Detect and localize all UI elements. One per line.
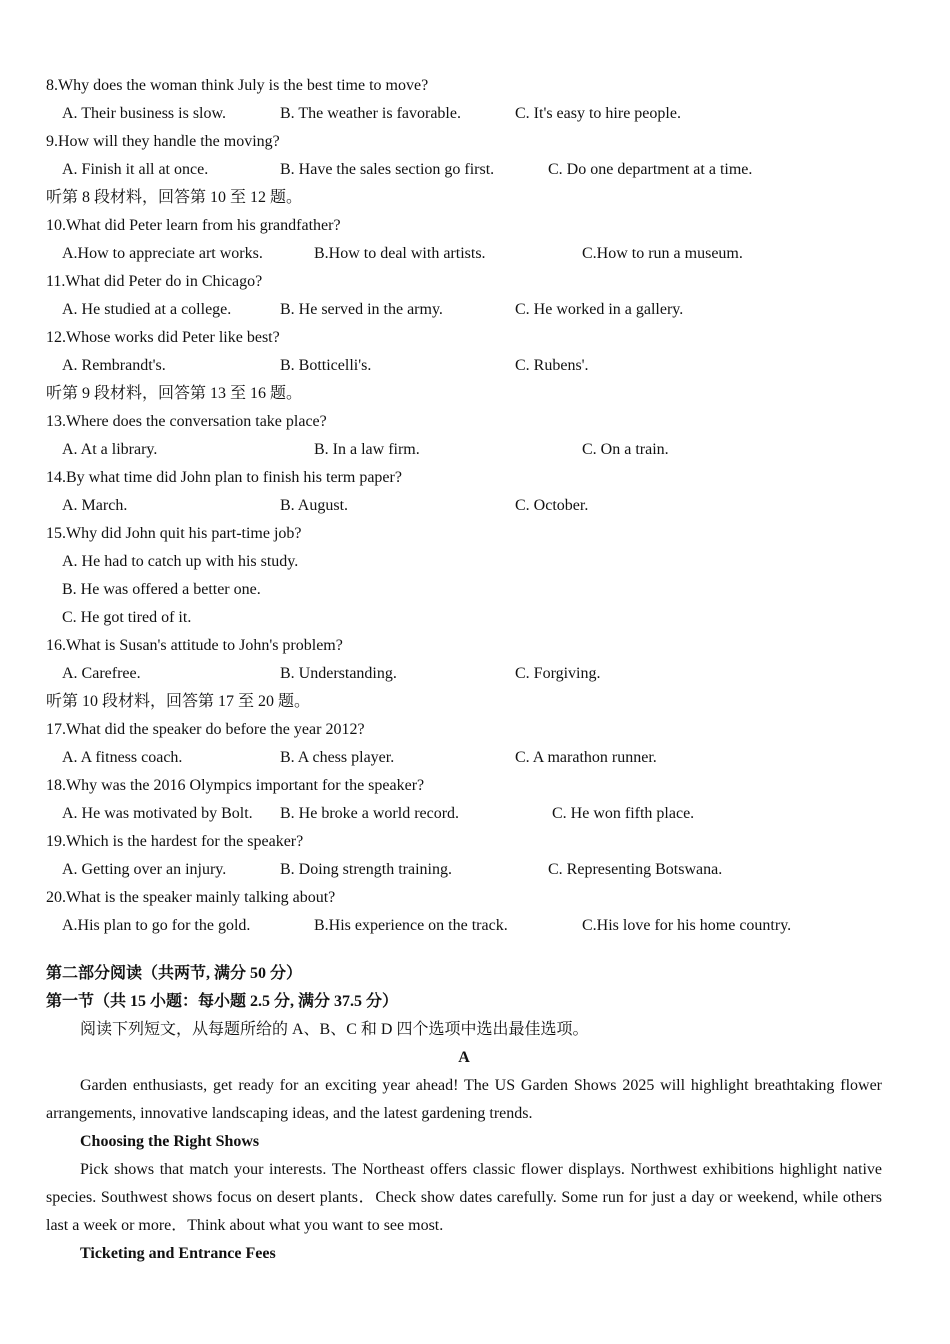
options-14 [46,492,882,520]
option-19b: B. Doing strength training. [280,861,452,878]
options-9 [46,156,882,184]
options-11 [46,296,882,324]
question-18: 18.Why was the 2016 Olympics important for the speaker? [46,777,425,794]
question-16: 16.What is Susan's attitude to John's problem? [46,637,343,654]
option-18c: C. He won fifth place. [552,805,695,822]
option-15b: B. He was offered a better one. [62,581,261,598]
option-8a: A. Their business is slow. [62,105,226,122]
reading-instruction: 阅读下列短文，从每题所给的 A、B、C 和 D 四个选项中选出最佳选项。 [80,1021,589,1038]
question-12: 12.Whose works did Peter like best? [46,329,280,346]
option-12c: C. Rubens'. [515,357,589,374]
question-9: 9.How will they handle the moving? [46,133,280,150]
question-17: 17.What did the speaker do before the year 2012? [46,721,365,738]
options-12 [46,352,882,380]
option-9b: B. Have the sales section go first. [280,161,495,178]
option-9c: C. Do one department at a time. [548,161,753,178]
option-20a: A.His plan to go for the gold. [62,917,251,934]
option-20c: C.His love for his home country. [582,917,792,934]
option-10b: B.How to deal with artists. [314,245,486,262]
question-20: 20.What is the speaker mainly talking about? [46,889,336,906]
option-11c: C. He worked in a gallery. [515,301,684,318]
option-10a: A.How to appreciate art works. [62,245,263,262]
option-12b: B. Botticelli's. [280,357,372,374]
options-8 [46,100,882,128]
section-9-instruction: 听第 9 段材料，回答第 13 至 16 题。 [46,385,303,402]
option-12a: A. Rembrandt's. [62,357,166,374]
option-14b: B. August. [280,497,349,514]
option-19c: C. Representing Botswana. [548,861,723,878]
section-1-title: 第一节（共 15 小题：每小题 2.5 分, 满分 37.5 分） [46,993,399,1010]
options-17 [46,744,882,772]
passage-label: A [458,1049,470,1066]
option-20b: B.His experience on the track. [314,917,508,934]
options-10 [46,240,882,268]
question-15: 15.Why did John quit his part-time job? [46,525,302,542]
option-18a: A. He was motivated by Bolt. [62,805,253,822]
heading-ticketing: Ticketing and Entrance Fees [80,1245,276,1262]
options-19 [46,856,882,884]
option-14c: C. October. [515,497,589,514]
option-8c: C. It's easy to hire people. [515,105,681,122]
options-20 [46,912,882,940]
option-19a: A. Getting over an injury. [62,861,227,878]
section-10-instruction: 听第 10 段材料，回答第 17 至 20 题。 [46,693,311,710]
option-13c: C. On a train. [582,441,669,458]
option-10c: C.How to run a museum. [582,245,743,262]
exam-page [46,72,882,1268]
option-13a: A. At a library. [62,441,158,458]
question-11: 11.What did Peter do in Chicago? [46,273,263,290]
option-18b: B. He broke a world record. [280,805,460,822]
spacer [46,940,882,960]
option-13b: B. In a law firm. [314,441,420,458]
option-17a: A. A fitness coach. [62,749,183,766]
option-8b: B. The weather is favorable. [280,105,461,122]
options-16 [46,660,882,688]
option-16a: A. Carefree. [62,665,141,682]
option-11a: A. He studied at a college. [62,301,232,318]
option-15a: A. He had to catch up with his study. [62,553,299,570]
question-19: 19.Which is the hardest for the speaker? [46,833,304,850]
paragraph-choosing-shows: Pick shows that match your interests. The Northeast offers classic flower displays. Northwest exhibitions highlight native species. Southwest shows focus on desert plants．Check show dates carefully. Some run for just a day or weekend, while others last a week or more．Think about what you want to see most. [46,1161,882,1234]
question-13: 13.Where does the conversation take place? [46,413,327,430]
question-14: 14.By what time did John plan to finish his term paper? [46,469,402,486]
option-11b: B. He served in the army. [280,301,443,318]
section-8-instruction: 听第 8 段材料，回答第 10 至 12 题。 [46,189,303,206]
option-17c: C. A marathon runner. [515,749,657,766]
part-2-title: 第二部分阅读（共两节, 满分 50 分） [46,965,303,982]
option-16c: C. Forgiving. [515,665,601,682]
option-15c: C. He got tired of it. [62,609,192,626]
question-10: 10.What did Peter learn from his grandfather? [46,217,341,234]
option-16b: B. Understanding. [280,665,397,682]
passage-intro: Garden enthusiasts, get ready for an exciting year ahead! The US Garden Shows 2025 will highlight breathtaking flower arrangements, innovative landscaping ideas, and the latest gardening trends. [46,1077,882,1122]
options-13 [46,436,882,464]
option-17b: B. A chess player. [280,749,395,766]
options-18 [46,800,882,828]
option-9a: A. Finish it all at once. [62,161,209,178]
option-14a: A. March. [62,497,128,514]
heading-choosing-shows: Choosing the Right Shows [80,1133,260,1150]
question-8: 8.Why does the woman think July is the best time to move? [46,77,429,94]
